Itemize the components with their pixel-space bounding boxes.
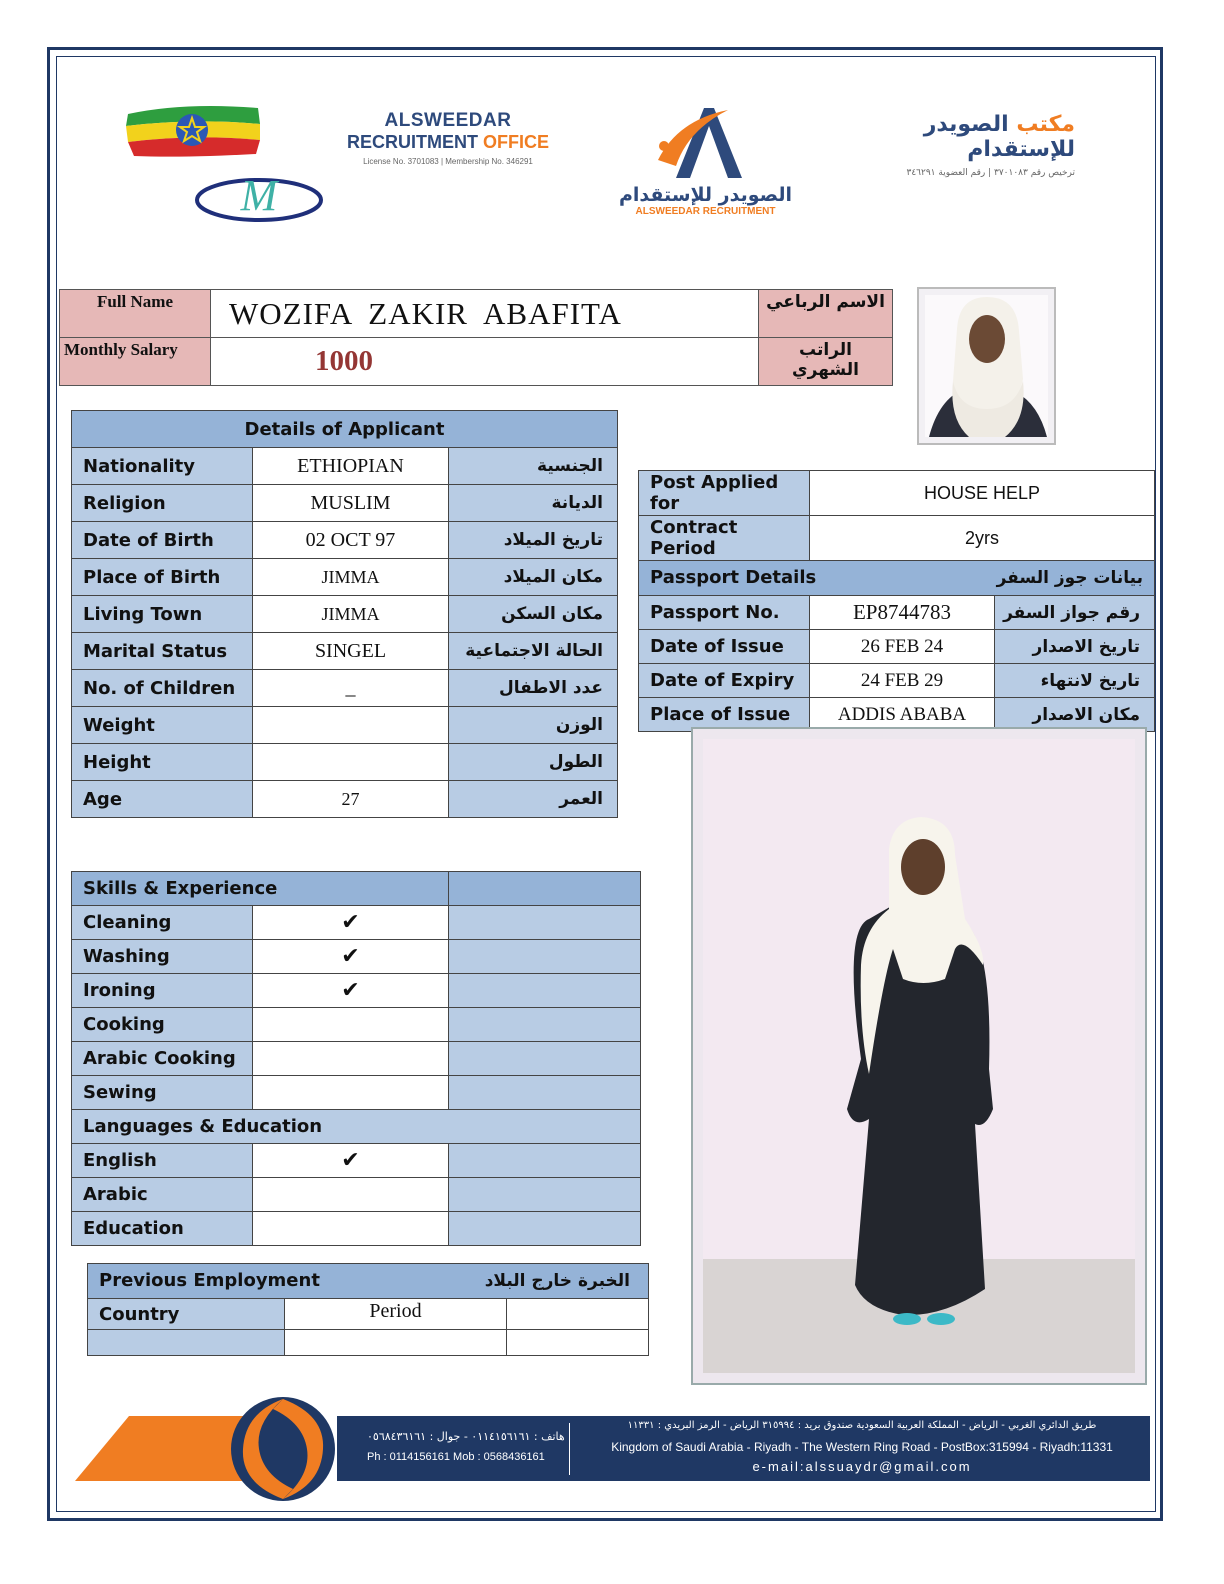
details-value: JIMMA	[253, 559, 449, 596]
office-name-office: OFFICE	[483, 132, 549, 152]
previous-employment-table	[87, 1263, 649, 1356]
skills-header-row	[72, 872, 641, 906]
details-label: Date of Birth	[72, 522, 253, 559]
applicant-details-table	[71, 410, 618, 818]
language-row	[72, 1212, 641, 1246]
passport-header-ar: بيانات جوز السفر	[996, 568, 1143, 588]
salary-label-ar: الراتب الشهري	[759, 338, 893, 386]
full-name-label-ar: الاسم الرباعي	[759, 290, 893, 338]
details-label: Weight	[72, 707, 253, 744]
passport-label: Passport No.	[639, 596, 810, 630]
passport-label: Date of Expiry	[639, 664, 810, 698]
skill-extra	[449, 906, 641, 940]
details-value: _	[253, 670, 449, 707]
language-label: Arabic	[72, 1178, 253, 1212]
skill-label: Arabic Cooking	[72, 1042, 253, 1076]
passport-row	[639, 664, 1155, 698]
check-icon: ✔	[253, 1144, 449, 1178]
skill-row	[72, 1042, 641, 1076]
salary-value: 1000	[211, 338, 759, 386]
details-row	[72, 485, 618, 522]
language-label: Education	[72, 1212, 253, 1246]
passport-row	[639, 630, 1155, 664]
details-value: SINGEL	[253, 633, 449, 670]
passport-header-en: Passport Details	[650, 567, 817, 588]
skill-row	[72, 1008, 641, 1042]
skill-label: Ironing	[72, 974, 253, 1008]
passport-value: 26 FEB 24	[810, 630, 995, 664]
passport-row	[639, 596, 1155, 630]
arabic-office-name	[823, 112, 1075, 162]
details-label-ar: تاريخ الميلاد	[449, 522, 618, 559]
salary-label: Monthly Salary	[60, 338, 211, 386]
details-row	[72, 448, 618, 485]
languages-header-row	[72, 1110, 641, 1144]
details-row	[72, 596, 618, 633]
footer-address-ar: طريق الدائري الغربي - الرياض - المملكة العربية السعودية صندوق بريد : ٣١٥٩٩٤ الرياض - الرمز البريدي : ١١٣٣١	[627, 1420, 1097, 1431]
details-title: Details of Applicant	[72, 411, 618, 448]
footer-bar	[337, 1416, 1150, 1481]
country-label: Country	[88, 1299, 285, 1330]
skills-table	[71, 871, 641, 1246]
passport-header	[639, 561, 1155, 596]
footer-logo-icon	[75, 1395, 355, 1503]
previous-header	[88, 1264, 649, 1299]
check-cell	[253, 1076, 449, 1110]
skill-row	[72, 940, 641, 974]
full-body-photo	[691, 727, 1147, 1385]
skills-header-empty	[449, 872, 641, 906]
language-row	[72, 1178, 641, 1212]
details-row	[72, 559, 618, 596]
office-name-recruitment: RECRUITMENT	[347, 132, 483, 152]
office-logo-english	[333, 110, 563, 166]
details-label-ar: الحالة الاجتماعية	[449, 633, 618, 670]
a-emblem-icon	[618, 100, 793, 180]
details-label-ar: الطول	[449, 744, 618, 781]
skill-label: Sewing	[72, 1076, 253, 1110]
details-label: Height	[72, 744, 253, 781]
language-label: English	[72, 1144, 253, 1178]
check-cell	[253, 1008, 449, 1042]
svg-text:M: M	[240, 171, 278, 220]
skill-extra	[449, 1076, 641, 1110]
full-name-row	[60, 290, 893, 338]
previous-header-row	[88, 1264, 649, 1299]
country-value	[88, 1330, 285, 1356]
arabic-office-brand: الصويدر للإستقدام	[923, 112, 1075, 162]
portrait-photo	[917, 287, 1056, 445]
previous-empty-row	[88, 1330, 649, 1356]
arabic-office-word: مكتب	[1008, 112, 1075, 137]
a-logo-english: ALSWEEDAR RECRUITMENT	[635, 206, 776, 217]
check-cell	[253, 1178, 449, 1212]
alsweedar-a-logo	[618, 100, 793, 220]
previous-columns-row	[88, 1299, 649, 1330]
skill-label: Cleaning	[72, 906, 253, 940]
skill-label: Cooking	[72, 1008, 253, 1042]
details-value: ETHIOPIAN	[253, 448, 449, 485]
arabic-license-line: ترخيص رقم ٣٧٠١٠٨٣ | رقم العضوية ٣٤٦٢٩١	[906, 168, 1075, 178]
language-extra	[449, 1178, 641, 1212]
salary-row	[60, 338, 893, 386]
a-logo-arabic: الصويدر للإستقدام	[618, 184, 793, 206]
footer-address-en: Kingdom of Saudi Arabia - Riyadh - The Western Ring Road - PostBox:315994 - Riyadh:11331	[611, 1440, 1113, 1454]
details-label: Nationality	[72, 448, 253, 485]
details-row	[72, 781, 618, 818]
passport-label: Place of Issue	[639, 698, 810, 732]
passport-header-row	[639, 561, 1155, 596]
details-row	[72, 633, 618, 670]
contract-value: 2yrs	[810, 516, 1155, 561]
office-name-line1: ALSWEEDAR	[384, 110, 512, 131]
details-row	[72, 522, 618, 559]
footer-phone-ar: هاتف : ٠١١٤١٥٦١٦١ - جوال : ٠٥٦٨٤٣٦١٦١	[367, 1430, 565, 1443]
full-name-label: Full Name	[60, 290, 211, 338]
details-row	[72, 670, 618, 707]
details-label: Marital Status	[72, 633, 253, 670]
ethiopia-flag-logo	[124, 100, 262, 160]
full-name-value: WOZIFA ZAKIR ABAFITA	[211, 290, 759, 338]
previous-title-ar: الخبرة خارج البلاد	[484, 1271, 630, 1291]
passport-label-ar: تاريخ لانتهاء	[995, 664, 1155, 698]
check-icon: ✔	[253, 940, 449, 974]
office-logo-arabic	[823, 112, 1075, 178]
details-value: JIMMA	[253, 596, 449, 633]
passport-value: 24 FEB 29	[810, 664, 995, 698]
details-label: Age	[72, 781, 253, 818]
skill-row	[72, 1076, 641, 1110]
skill-extra	[449, 1008, 641, 1042]
details-label: Religion	[72, 485, 253, 522]
details-value	[253, 744, 449, 781]
details-value: 02 OCT 97	[253, 522, 449, 559]
passport-value: EP8744783	[810, 596, 995, 630]
details-value: 27	[253, 781, 449, 818]
skills-title: Skills & Experience	[72, 872, 449, 906]
post-passport-table	[638, 470, 1155, 732]
details-label-ar: الجنسية	[449, 448, 618, 485]
details-label: Place of Birth	[72, 559, 253, 596]
language-row	[72, 1144, 641, 1178]
languages-title: Languages & Education	[72, 1110, 641, 1144]
post-row	[639, 471, 1155, 516]
language-extra	[449, 1144, 641, 1178]
language-extra	[449, 1212, 641, 1246]
license-line: License No. 3701083 | Membership No. 346291	[363, 157, 533, 166]
check-icon: ✔	[253, 974, 449, 1008]
footer-phone-en: Ph : 0114156161 Mob : 0568436161	[367, 1451, 545, 1463]
skill-row	[72, 974, 641, 1008]
passport-value: ADDIS ABABA	[810, 698, 995, 732]
m-agency-logo	[193, 170, 325, 226]
passport-label-ar: رقم جواز السفر	[995, 596, 1155, 630]
check-cell	[253, 1212, 449, 1246]
details-label-ar: عدد الاطفال	[449, 670, 618, 707]
skill-extra	[449, 940, 641, 974]
name-salary-table	[59, 289, 893, 386]
details-label: No. of Children	[72, 670, 253, 707]
details-row	[72, 707, 618, 744]
details-label-ar: مكان السكن	[449, 596, 618, 633]
details-label-ar: العمر	[449, 781, 618, 818]
passport-label: Date of Issue	[639, 630, 810, 664]
contract-row	[639, 516, 1155, 561]
previous-extra-value	[507, 1330, 649, 1356]
skill-row	[72, 906, 641, 940]
check-icon: ✔	[253, 906, 449, 940]
skill-label: Washing	[72, 940, 253, 974]
footer	[75, 1395, 1150, 1503]
contract-label: Contract Period	[639, 516, 810, 561]
post-label: Post Applied for	[639, 471, 810, 516]
details-value	[253, 707, 449, 744]
footer-email: e-mail:alssuaydr@gmail.com	[752, 1459, 972, 1474]
skill-extra	[449, 974, 641, 1008]
previous-extra	[507, 1299, 649, 1330]
passport-label-ar: مكان الاصدار	[995, 698, 1155, 732]
details-value: MUSLIM	[253, 485, 449, 522]
details-label-ar: مكان الميلاد	[449, 559, 618, 596]
details-row	[72, 744, 618, 781]
check-cell	[253, 1042, 449, 1076]
period-label: Period	[285, 1299, 507, 1330]
details-label: Living Town	[72, 596, 253, 633]
previous-title: Previous Employment	[99, 1270, 320, 1291]
passport-label-ar: تاريخ الاصدار	[995, 630, 1155, 664]
office-name-line2	[333, 132, 563, 153]
footer-separator	[569, 1423, 570, 1475]
details-label-ar: الوزن	[449, 707, 618, 744]
post-value: HOUSE HELP	[810, 471, 1155, 516]
period-value	[285, 1330, 507, 1356]
details-label-ar: الديانة	[449, 485, 618, 522]
skill-extra	[449, 1042, 641, 1076]
